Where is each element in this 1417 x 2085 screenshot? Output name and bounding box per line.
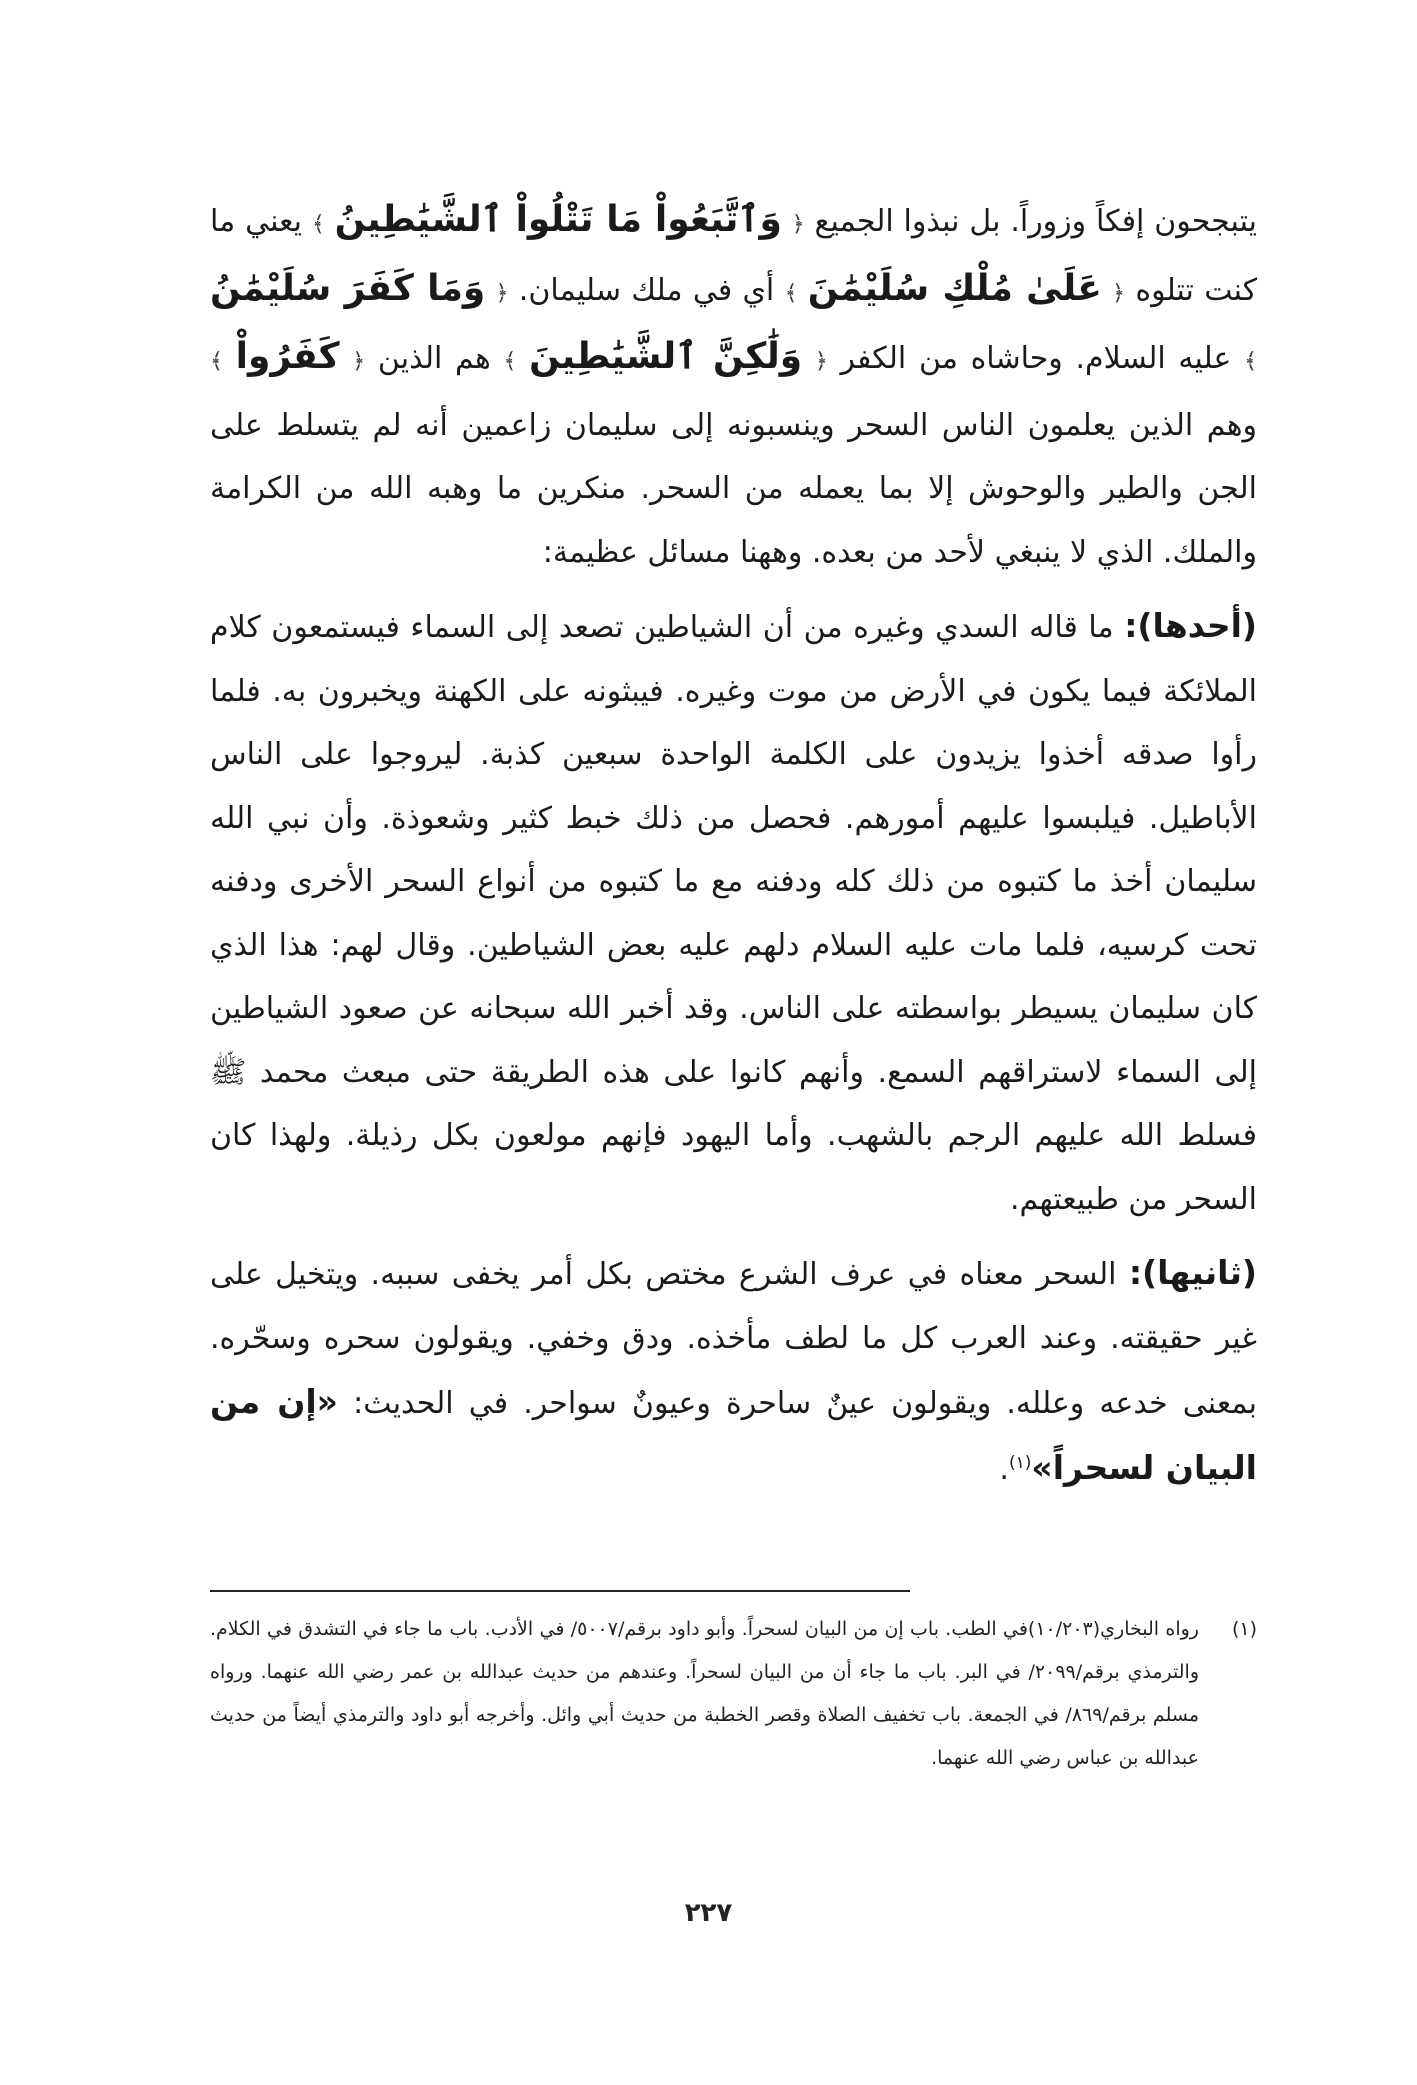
- verse-close-bracket: ﴾: [784, 280, 798, 306]
- verse-close-bracket: ﴾: [503, 349, 517, 374]
- verse-open-bracket: ﴿: [814, 349, 828, 374]
- intro-text-e: هم الذين: [377, 341, 491, 376]
- verse-close-bracket: ﴾: [1244, 349, 1258, 374]
- intro-text-d: عليه السلام. وحاشاه من الكفر: [840, 341, 1232, 376]
- footnote-reference[interactable]: (١): [1008, 1452, 1032, 1473]
- verse-close-bracket: ﴾: [210, 349, 223, 374]
- issue-text-1: ما قاله السدي وغيره من أن الشياطين تصعد إلى السماء فيستمعون كلام الملائكة فيما يكون في الأرض من موت وغيره. فيبثونه على الكهنة ويخبرون به. فلما رأوا صدقه أخذوا يزيدون على الكلمة الواحدة سبعين كذبة. ليروجوا على الناس الأباطيل. فيلبسوا عليهم أمورهم. فحصل من ذلك خبط كثير وشعوذة. وأن نبي الله سليمان أخذ ما كتبوه من ذلك كله ودفنه مع ما كتبوه من أنواع السحر الأخرى ودفنه تحت كرسيه، فلما مات عليه السلام دلهم عليه بعض الشياطين. وقال لهم: هذا الذي كان سليمان يسيطر بواسطته على الناس. وقد أخبر الله سبحانه عن صعود الشياطين إلى السماء لاستراقهم السمع. وأنهم كانوا على هذه الطريقة حتى مبعث محمد: [210, 610, 1257, 1090]
- footnote-mark: (١): [1231, 1618, 1257, 1640]
- paragraph-intro: [210, 188, 1257, 584]
- verse-open-bracket: ﴿: [352, 349, 366, 374]
- footnote-text: رواه البخاري(١٠/٢٠٣)في الطب. باب إن من البيان لسحراً. وأبو داود برقم/٥٠٠٧/ في الأدب. باب ما جاء في التشدق في الكلام. والترمذي برقم/٢٠٩٩/ في البر. باب ما جاء أن من البيان لسحراً. وعندهم من حديث عبدالله بن عمر رضي الله عنهما. ورواه مسلم برقم/٨٦٩/ في الجمعة. باب تخفيف الصلاة وقصر الخطبة من حديث أبي وائل. وأخرجه أبو داود والترمذي أيضاً من حديث عبدالله بن عباس رضي الله عنهما.: [210, 1618, 1200, 1769]
- quran-verse-3: وَمَا كَفَرَ سُلَيْمَٰنُ: [210, 267, 486, 309]
- intro-text-b: يعني ما كنت تتلوه: [210, 204, 1257, 308]
- quran-verse-2: عَلَىٰ مُلْكِ سُلَيْمَٰنَ: [807, 267, 1102, 309]
- intro-text-c: أي في ملك سليمان.: [518, 272, 775, 308]
- page-number: ٢٢٧: [684, 1898, 733, 1928]
- verse-open-bracket: ﴿: [791, 212, 805, 237]
- verse-open-bracket: ﴿: [495, 280, 509, 306]
- footnote-divider: [210, 1590, 910, 1592]
- issue-heading-2: (ثانيها):: [1128, 1253, 1257, 1292]
- main-text: [210, 188, 1257, 1501]
- hadith-quote: «إن من البيان لسحراً»: [210, 1382, 1257, 1487]
- quran-verse-4: وَلَٰكِنَّ ٱلشَّيَٰطِينَ: [529, 336, 803, 377]
- paragraph-first-issue: [210, 594, 1257, 1231]
- verse-close-bracket: ﴾: [311, 212, 325, 237]
- intro-text-f: وهم الذين يعلمون الناس السحر وينسبونه إلى سليمان زاعمين أنه لم يتسلط على الجن والطير والوحوش إلا بما يعمله من السحر. منكرين ما وهبه الله من الكرامة والملك. الذي لا ينبغي لأحد من بعده. وههنا مسائل عظيمة:: [210, 407, 1257, 570]
- quran-verse-5: كَفَرُواْ: [235, 336, 340, 377]
- quran-verse-1: وَٱتَّبَعُواْ مَا تَتْلُواْ ٱلشَّيَٰطِينُ: [334, 199, 782, 240]
- paragraph-second-issue: (ثانيها): السحر معناه في عرف الشرع مختص بكل أمر يخفى سببه. ويتخيل على غير حقيقته. وعند العرب كل ما لطف مأخذه. ودق وخفي. ويقولون سحره وسحّره. بمعنى خدعه وعلله. ويقولون عينٌ ساحرة وعيونٌ سواحر. في الحديث: «إن من البيان لسحراً»$^{(١)}$.: [210, 1253, 1257, 1487]
- footnote-section: [210, 1608, 1257, 1780]
- verse-open-bracket: ﴿: [1112, 280, 1126, 306]
- issue-heading-1: (أحدها):: [1124, 606, 1257, 645]
- intro-text-a: يتبجحون إفكاً وزوراً. بل نبذوا الجميع: [814, 204, 1257, 239]
- issue-text-2: السحر معناه في عرف الشرع مختص بكل أمر يخفى سببه. ويتخيل على غير حقيقته. وعند العرب كل ما لطف مأخذه. ودق وخفي. ويقولون سحره وسحّره. بمعنى خدعه وعلله. ويقولون عينٌ ساحرة وعيونٌ سواحر. في الحديث:: [210, 1257, 1257, 1421]
- body-text: [210, 188, 1257, 1501]
- issue-text-1b: فسلط الله عليهم الرجم بالشهب. وأما اليهود فإنهم مولعون بكل رذيلة. ولهذا كان السحر من طبيعتهم.: [210, 1118, 1257, 1217]
- salawat-glyph: ﷺ: [210, 1054, 247, 1090]
